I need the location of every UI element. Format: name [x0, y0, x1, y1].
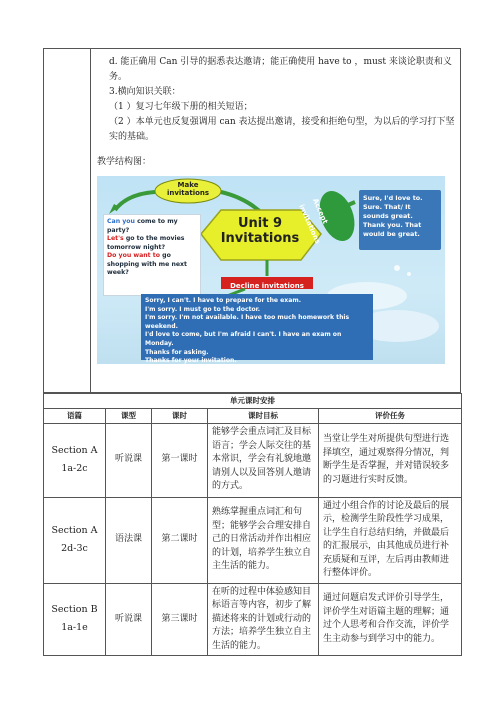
period-cell: 第一课时 [152, 423, 208, 497]
top-content-cell [91, 49, 461, 393]
arrow-make-left [115, 192, 155, 210]
phrase-lead: Do you want to [107, 252, 161, 259]
accept-line: Sure, I'd love to. [363, 194, 423, 202]
decline-invitations-label: Decline invitations [230, 282, 304, 290]
accept-line: Sure. That/ It sounds great. [363, 203, 413, 220]
phrase-rest: go shopping with me next week? [107, 252, 188, 276]
decline-line: I'm sorry. I must go to the doctor. [145, 305, 261, 313]
header-evaluation: 评价任务 [319, 409, 462, 424]
type-cell: 听说课 [106, 583, 152, 656]
decline-line: Thanks for asking. [145, 348, 209, 356]
accept-line: Thank you. That would be great. [363, 221, 422, 238]
header-section: 语篇 [44, 409, 106, 424]
decline-line: I'd love to come, but I'm afraid I can't. I have an exam on Monday. [145, 331, 342, 347]
goal-cell: 熟练掌握重点词汇和句型；能够学会合理安排自己的日常活动并作出相应的计划，培养学生独立自主生活的能力。 [208, 497, 319, 583]
section-cell: Section A 1a-2c [44, 423, 106, 497]
unit-number: Unit 9 [237, 216, 283, 231]
decline-line: I'm sorry. I'm not available. I have too much homework this weekend. [145, 314, 350, 330]
header-type: 课型 [106, 409, 152, 424]
decline-line: Thanks for your invitation. [145, 357, 237, 364]
evaluation-cell: 通过小组合作的讨论及最后的展示，检测学生阶段性学习成果，让学生自行总结归纳，并做最后的汇报展示，由其他成员进行补充质疑和互评，左后再由教师进行整体评价。 [319, 497, 462, 583]
goal-cell: 能够学会重点词汇及目标语言；学会人际交往的基本常识，学会有礼貌地邀请别人以及回答别人邀请的方式。 [208, 423, 319, 497]
period-cell: 第二课时 [152, 497, 208, 583]
section-cell: Section B 1a-1e [44, 583, 106, 656]
teaching-structure-diagram [97, 176, 445, 364]
section-cell: Section A 2d-3c [44, 497, 106, 583]
phrase-lead: Let's [107, 235, 124, 242]
horizontal-link-1: （1 ）复习七年级下册的相关短语； [109, 102, 253, 112]
table-row [44, 423, 462, 497]
make-invitations-examples [103, 214, 201, 296]
period-cell: 第三课时 [152, 583, 208, 656]
objective-d: d. 能正确用 Can 引导的据悉表达邀请；能正确使用 have to ，must 来谈论职责和义务。 [109, 57, 452, 82]
unit-name: Invitations [220, 231, 300, 246]
decline-line: Sorry, I can't. I have to prepare for the exam. [145, 297, 302, 304]
decline-examples [141, 294, 373, 364]
evaluation-cell: 当堂让学生对所提供句型进行选择填空，通过观察得分情况，判断学生是否掌握，并对错误较多的习题进行实时反馈。 [319, 423, 462, 497]
table-row [44, 583, 462, 656]
structure-label: 教学结构图： [97, 157, 152, 167]
phrase-rest: come to my party? [107, 218, 178, 234]
unit-title [215, 216, 305, 246]
type-cell: 听说课 [106, 423, 152, 497]
bubble-shape [394, 265, 400, 271]
phrase-lead: Can you [107, 218, 135, 225]
header-period: 课时 [152, 409, 208, 424]
header-goal: 课时目标 [208, 409, 319, 424]
evaluation-cell: 通过问题启发式评价引导学生，评价学生对语篇主题的理解；通过个人思考和合作交流，评价学生主动参与到学习中的能力。 [319, 583, 462, 656]
accept-examples [359, 190, 441, 250]
phrase-rest: go to the movies tomorrow night? [107, 235, 185, 251]
top-left-cell [44, 49, 91, 393]
table-row [44, 497, 462, 583]
horizontal-link-2: （2 ）本单元也反复强调用 can 表达提出邀请，接受和拒绝句型，为以后的学习打下坚实的基础。 [109, 117, 455, 142]
accept-invitations-label: Accept invitations [297, 197, 330, 246]
type-cell: 语法课 [106, 497, 152, 583]
goal-cell: 在听的过程中体验感知目标语言等内容，初步了解描述将来的计划或行动的方法；培养学生独立自主生活的能力。 [208, 583, 319, 656]
bubble-shape [407, 272, 411, 276]
document-page [43, 48, 461, 656]
schedule-table [43, 393, 462, 656]
top-table [43, 48, 461, 393]
schedule-title: 单元课时安排 [44, 394, 462, 409]
make-invitations-label: Make invitations [166, 181, 210, 197]
horizontal-link-heading: 3.横向知识关联： [109, 87, 181, 97]
